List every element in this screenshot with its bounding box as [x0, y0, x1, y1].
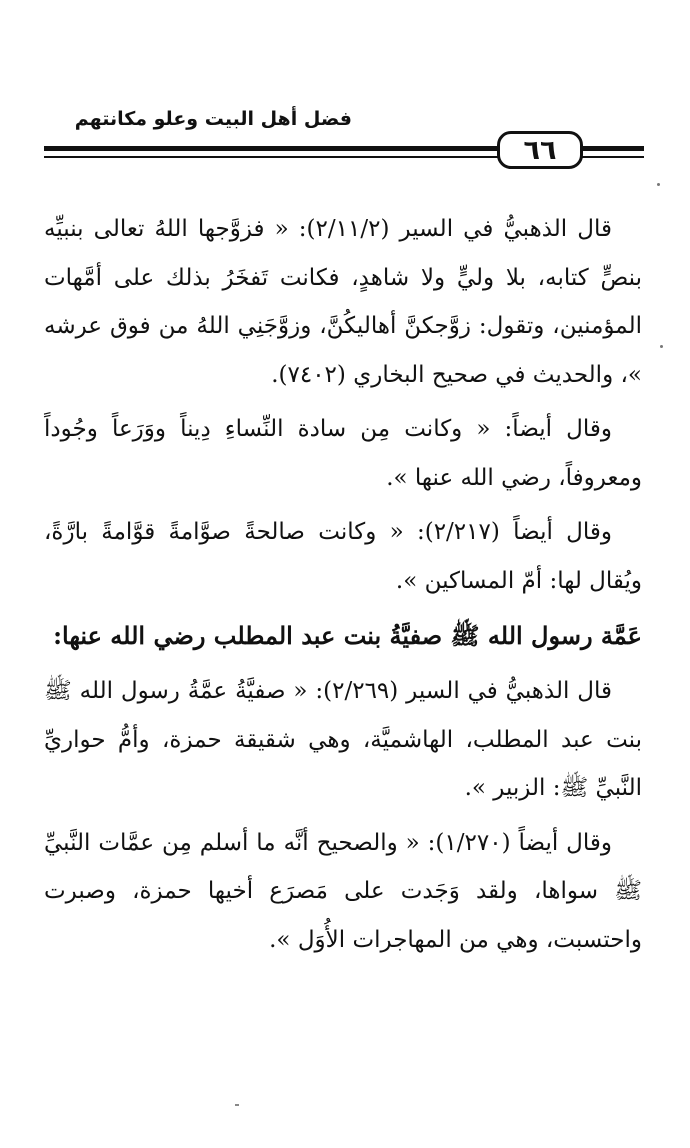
margin-speck [660, 345, 663, 348]
running-title: فضل أهل البيت وعلو مكانتهم [74, 108, 352, 130]
footer-speck [235, 1104, 239, 1106]
page-body [44, 205, 642, 970]
paragraph-also-said-1: وقال أيضاً: « وكانت مِن سادة النِّساءِ دِيناً ووَرَعاً وجُوداً ومعروفاً، رضي الله عنها ». [44, 416, 642, 491]
page-number: ٦٦ [497, 131, 583, 169]
paragraph-dhahabi-siyar: قال الذهبيُّ في السير (٢/١١/٢): « فزوَّجها اللهُ تعالى بنبيِّه بنصٍّ كتابه، بلا وليٍّ ولا شاهدٍ، فكانت تَفخَرُ بذلك على أمَّهات المؤمنين، وتقول: زوَّجكنَّ أهاليكُنَّ، وزوَّجَنِي اللهُ من فوق عرشه »، والحديث في صحيح البخاري (٧٤٠٢). [44, 216, 642, 388]
paragraph-also-said-2: وقال أيضاً (٢/٢١٧): « وكانت صالحةً صوَّامةً قوَّامةً بارَّةً، ويُقال لها: أمّ المساكين ». [44, 519, 642, 594]
paragraph-safiyya-also-said: وقال أيضاً (١/٢٧٠): « والصحيح أنَّه ما أسلم مِن عمَّات النَّبيِّ ﷺ سواها، ولقد وَجَدت على مَصرَع أخيها حمزة، وصبرت واحتسبت، وهي من المهاجرات الأُوَل ». [44, 829, 642, 953]
margin-speck [657, 183, 660, 186]
paragraph-safiyya-siyar: قال الذهبيُّ في السير (٢/٢٦٩): « صفيَّةُ عمَّةُ رسول الله ﷺ بنت عبد المطلب، الهاشميَّة، وهي شقيقة حمزة، وأمُّ حواريِّ النَّبيِّ ﷺ: الزبير ». [44, 678, 642, 801]
section-heading-safiyya: عَمَّة رسول الله ﷺ صفيَّةُ بنت عبد المطلب رضي الله عنها: [53, 621, 642, 650]
